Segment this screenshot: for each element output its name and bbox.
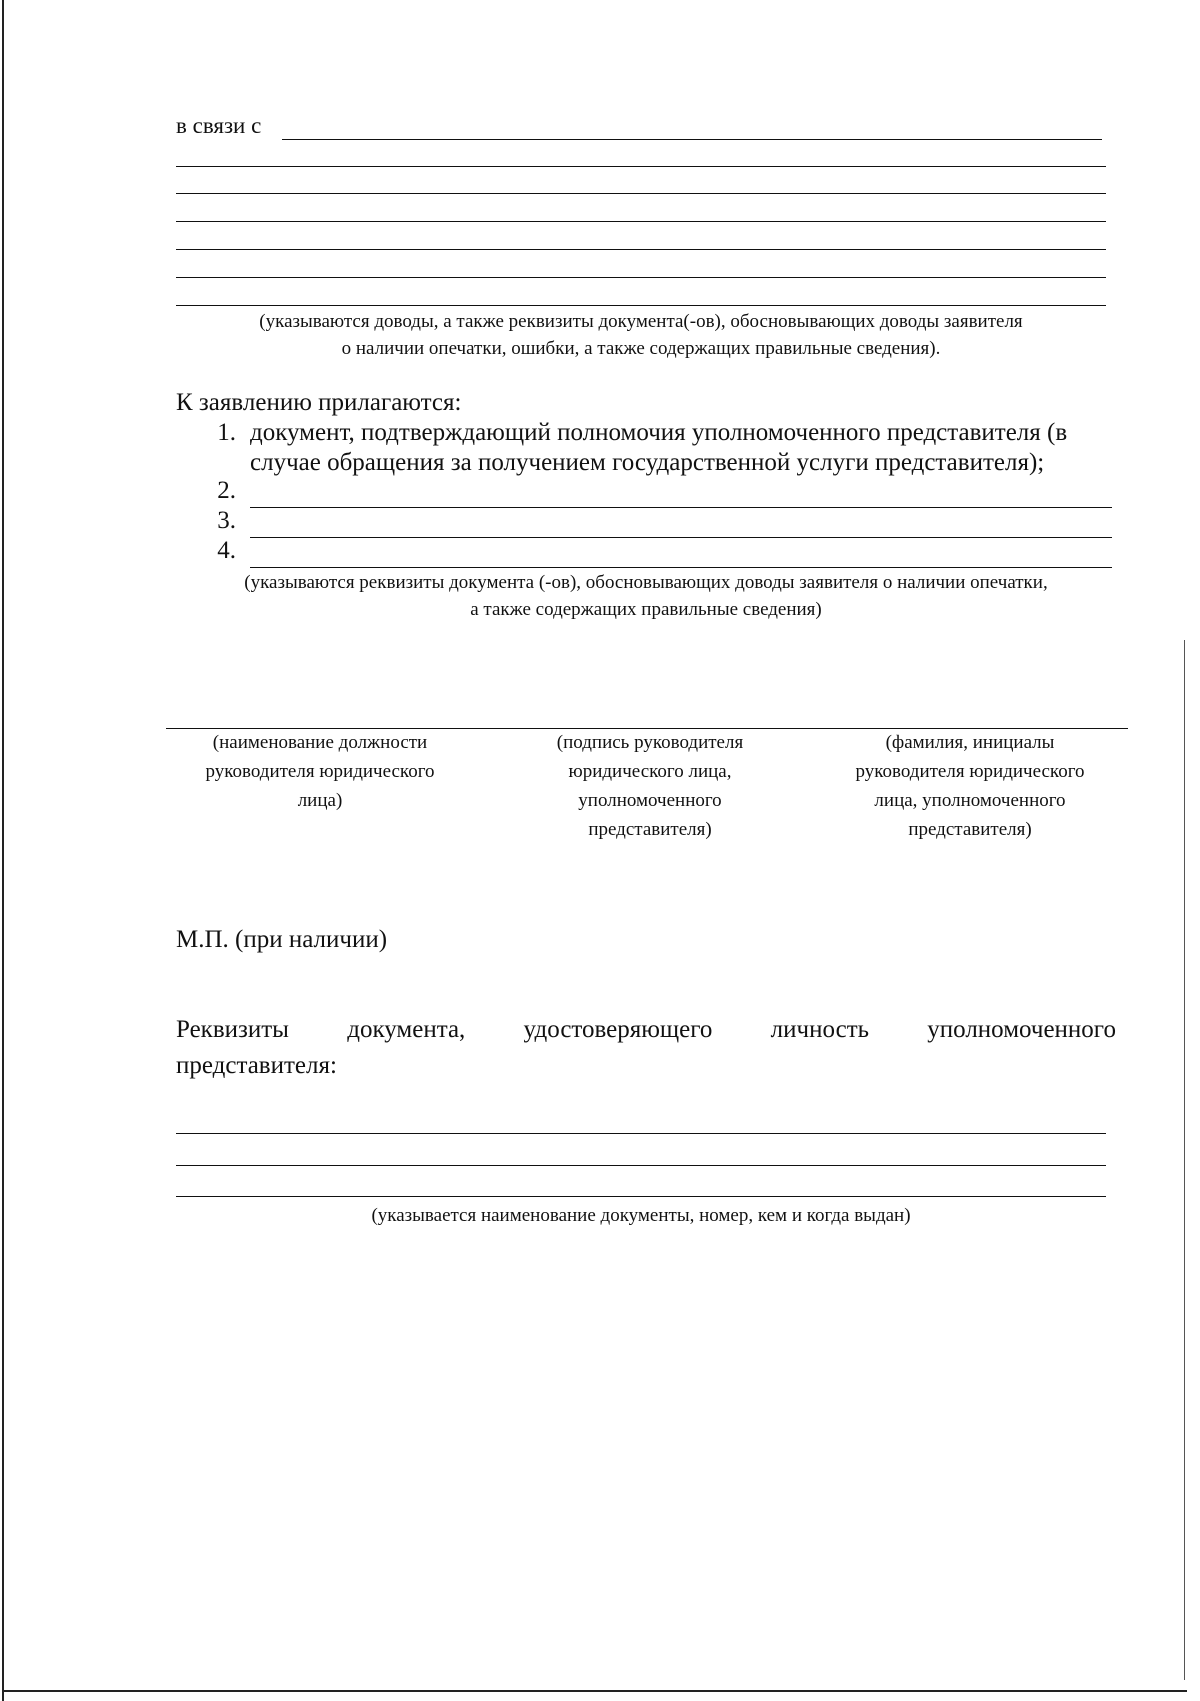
attachment-2-number: 2. [217,477,236,504]
name-caption-line-3: лица, уполномоченного [874,790,1066,811]
signature-caption-name [820,728,1120,844]
name-caption-line-2: руководителя юридического [855,761,1085,782]
reason-field-line-5[interactable] [176,249,1106,250]
identity-word-5: уполномоченного [927,1016,1116,1043]
signature-caption-signature [500,728,800,844]
identity-field-line-1[interactable] [176,1133,1106,1134]
page-border-left [2,0,4,1701]
position-caption-line-2: руководителя юридического [205,761,435,782]
attachments-heading: К заявлению прилагаются: [176,389,462,416]
signature-caption-line-1: (подпись руководителя [556,732,744,753]
identity-word-4: личность [770,1016,870,1043]
identity-word-3: удостоверяющего [523,1016,713,1043]
signature-caption-line-3: уполномоченного [578,790,722,811]
signature-caption-line-2: юридического лица, [568,761,732,782]
page-border-right [1184,640,1185,1680]
attachments-caption-line-2: а также содержащих правильные сведения) [470,599,822,620]
identity-word-2: документа, [347,1016,466,1043]
attachment-1-text-line-2: случае обращения за получением государственной услуги представителя); [250,449,1045,476]
signature-caption-position [176,728,464,815]
reason-field-line-1[interactable] [282,139,1102,140]
attachment-3-number: 3. [217,507,236,534]
identity-field-line-3[interactable] [176,1196,1106,1197]
attachment-1-text-line-1: документ, подтверждающий полномочия уполномоченного представителя (в [250,419,1068,446]
attachment-4-number: 4. [217,537,236,564]
reason-label: в связи с [176,113,262,138]
stamp-label: М.П. (при наличии) [176,926,388,953]
attachment-3-field-line[interactable] [250,537,1112,538]
identity-word-1: Реквизиты [176,1016,289,1043]
reason-field-line-4[interactable] [176,221,1106,222]
identity-caption: (указывается наименование документы, номер, кем и когда выдан) [371,1205,911,1226]
reason-field-line-2[interactable] [176,166,1106,167]
position-caption-line-3: лица) [297,790,343,811]
identity-field-line-2[interactable] [176,1165,1106,1166]
position-caption-line-1: (наименование должности [212,732,428,753]
attachments-caption-line-1: (указываются реквизиты документа (-ов), обосновывающих доводы заявителя о наличии опечатки, [244,572,1048,593]
attachment-1-number: 1. [217,419,236,446]
attachment-4-field-line[interactable] [250,567,1112,568]
reason-field-line-3[interactable] [176,193,1106,194]
reason-field-line-6[interactable] [176,277,1106,278]
reason-caption-line-2: о наличии опечатки, ошибки, а также содержащих правильные сведения). [341,338,941,359]
reason-field-line-7[interactable] [176,305,1106,306]
name-caption-line-4: представителя) [908,819,1032,840]
identity-heading-line-2: представителя: [176,1052,337,1079]
reason-caption-line-1: (указываются доводы, а также реквизиты документа(-ов), обосновывающих доводы заявителя [259,311,1023,332]
attachment-2-field-line[interactable] [250,507,1112,508]
identity-heading-line-1 [176,1016,1116,1044]
page-border-bottom [2,1690,1187,1692]
signature-caption-line-4: представителя) [588,819,712,840]
name-caption-line-1: (фамилия, инициалы [885,732,1055,753]
